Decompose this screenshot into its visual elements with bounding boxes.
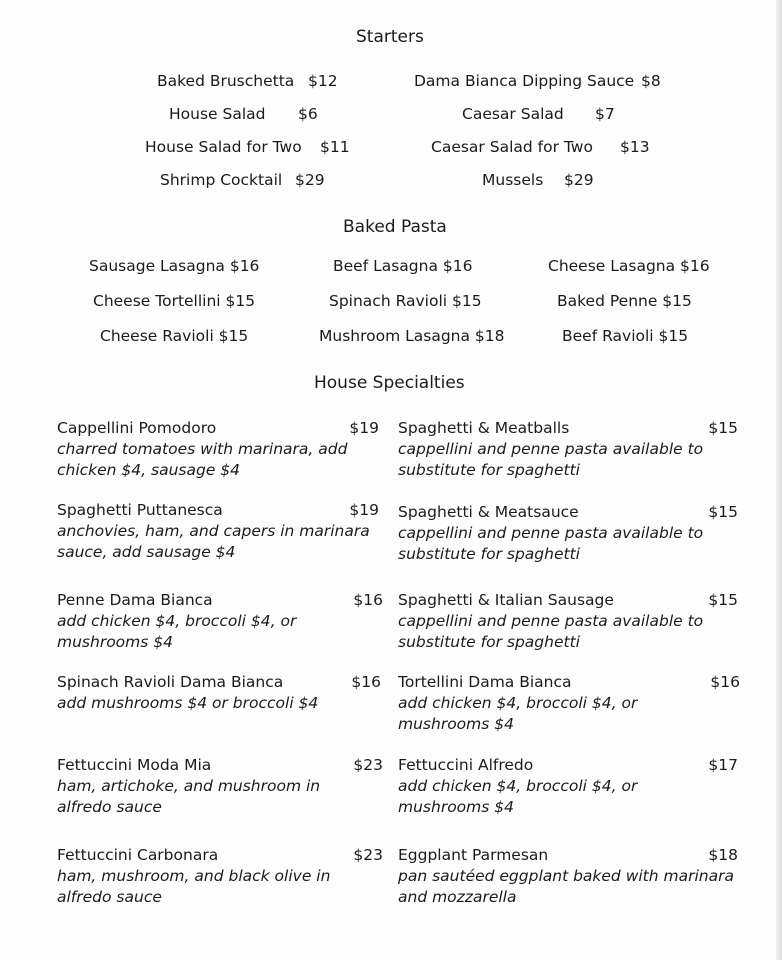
specialty-price: $17 xyxy=(708,756,738,774)
specialty-description: charred tomatoes with marinara, add chicken $4, sausage $4 xyxy=(57,440,348,479)
specialty-price: $23 xyxy=(353,846,383,864)
baked-pasta-item: Baked Penne $15 xyxy=(557,292,692,310)
starter-name: Caesar Salad xyxy=(462,105,564,123)
specialty-price: $16 xyxy=(353,591,383,609)
specialty-name: Spinach Ravioli Dama Bianca xyxy=(57,673,284,691)
starters-heading: Starters xyxy=(356,27,424,47)
specialty-price: $18 xyxy=(708,846,738,864)
starter-price: $12 xyxy=(308,72,338,90)
baked-pasta-item: Cheese Lasagna $16 xyxy=(548,257,710,275)
specialty-price: $15 xyxy=(708,591,738,609)
starter-name: Dama Bianca Dipping Sauce xyxy=(414,72,635,90)
specialty-price: $19 xyxy=(349,501,379,519)
page-edge-shadow xyxy=(776,0,782,960)
specialty-name: Fettuccini Carbonara xyxy=(57,846,219,864)
starter-price: $29 xyxy=(295,171,325,189)
specialty-price: $15 xyxy=(708,419,738,437)
specialty-description: anchovies, ham, and capers in marinara sauce, add sausage $4 xyxy=(57,522,370,561)
specialty-description: ham, mushroom, and black olive in alfredo sauce xyxy=(57,867,331,906)
starter-name: Caesar Salad for Two xyxy=(431,138,593,156)
specialty-description: add chicken $4, broccoli $4, or mushrooms $4 xyxy=(398,777,638,816)
specialty-price: $15 xyxy=(708,503,738,521)
baked-pasta-item: Spinach Ravioli $15 xyxy=(329,292,482,310)
baked-pasta-item: Cheese Tortellini $15 xyxy=(93,292,256,310)
baked-pasta-item: Beef Ravioli $15 xyxy=(562,327,689,345)
specialty-description: add chicken $4, broccoli $4, or mushrooms $4 xyxy=(57,612,297,651)
starter-name: Shrimp Cocktail xyxy=(160,171,283,189)
specialty-name: Spaghetti & Italian Sausage xyxy=(398,591,614,609)
starter-name: House Salad xyxy=(169,105,266,123)
specialty-price: $16 xyxy=(351,673,381,691)
baked-pasta-item: Cheese Ravioli $15 xyxy=(100,327,249,345)
specialty-description: add chicken $4, broccoli $4, or mushrooms $4 xyxy=(398,694,638,733)
specialty-description: pan sautéed eggplant baked with marinara and mozzarella xyxy=(398,867,734,906)
specialty-name: Fettuccini Moda Mia xyxy=(57,756,212,774)
starter-price: $11 xyxy=(320,138,350,156)
starter-name: Baked Bruschetta xyxy=(157,72,295,90)
specialty-name: Cappellini Pomodoro xyxy=(57,419,217,437)
specialty-name: Eggplant Parmesan xyxy=(398,846,549,864)
specialty-name: Fettuccini Alfredo xyxy=(398,756,534,774)
specialty-name: Spaghetti Puttanesca xyxy=(57,501,223,519)
specialty-name: Spaghetti & Meatballs xyxy=(398,419,570,437)
starter-name: Mussels xyxy=(482,171,544,189)
specialty-price: $23 xyxy=(353,756,383,774)
starter-price: $6 xyxy=(298,105,318,123)
baked-pasta-item: Beef Lasagna $16 xyxy=(333,257,473,275)
specialty-price: $16 xyxy=(710,673,740,691)
baked-pasta-item: Mushroom Lasagna $18 xyxy=(319,327,505,345)
specialty-description: cappellini and penne pasta available to substitute for spaghetti xyxy=(398,524,704,563)
starter-price: $8 xyxy=(641,72,661,90)
specialty-description: add mushrooms $4 or broccoli $4 xyxy=(57,694,319,712)
starter-price: $7 xyxy=(595,105,615,123)
starter-price: $13 xyxy=(620,138,650,156)
baked-pasta-item: Sausage Lasagna $16 xyxy=(89,257,260,275)
starter-price: $29 xyxy=(564,171,594,189)
house-specialties-heading: House Specialties xyxy=(314,373,465,393)
specialty-description: cappellini and penne pasta available to substitute for spaghetti xyxy=(398,612,704,651)
starter-name: House Salad for Two xyxy=(145,138,302,156)
specialty-name: Spaghetti & Meatsauce xyxy=(398,503,579,521)
specialty-price: $19 xyxy=(349,419,379,437)
specialty-description: ham, artichoke, and mushroom in alfredo sauce xyxy=(57,777,321,816)
specialty-name: Tortellini Dama Bianca xyxy=(398,673,572,691)
specialty-name: Penne Dama Bianca xyxy=(57,591,213,609)
specialty-description: cappellini and penne pasta available to substitute for spaghetti xyxy=(398,440,704,479)
baked-pasta-heading: Baked Pasta xyxy=(343,217,447,237)
